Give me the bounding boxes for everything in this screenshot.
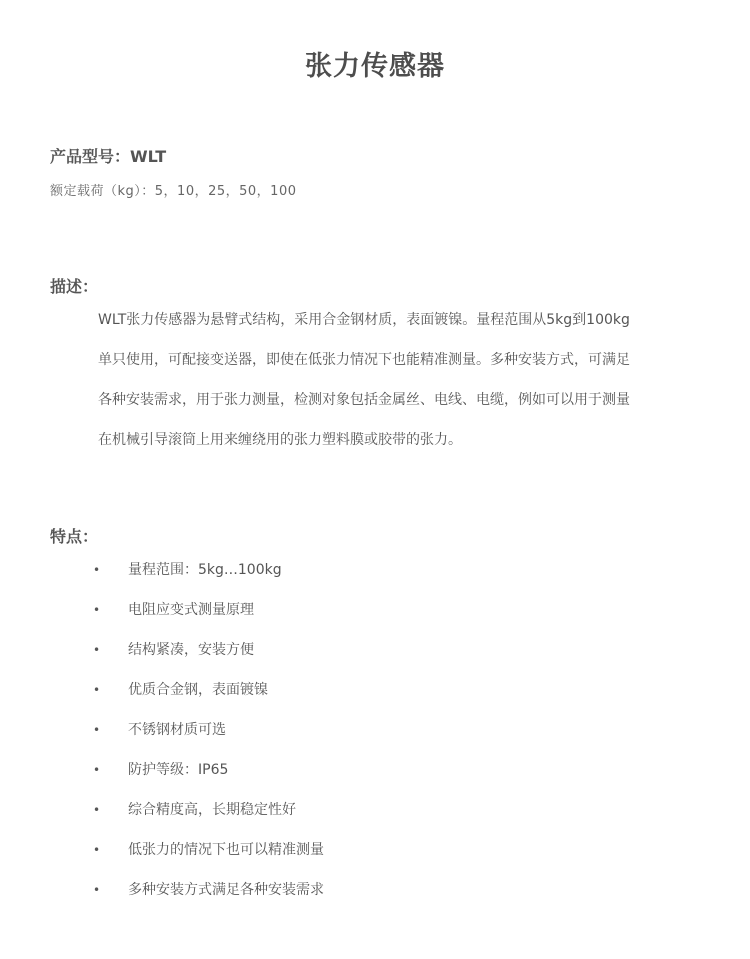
feature-text: 电阻应变式测量原理 <box>128 602 254 618</box>
bullet-icon: • <box>93 723 101 737</box>
description-line: 各种安装需求，用于张力测量，检测对象包括金属丝、电线、电缆，例如可以用于测量 <box>98 392 630 408</box>
feature-text: 综合精度高，长期稳定性好 <box>128 802 296 818</box>
description-line: WLT张力传感器为悬臂式结构，采用合金钢材质，表面镀镍。量程范围从5kg到100kg <box>98 312 630 328</box>
feature-item <box>90 710 690 750</box>
description-heading: 描述： <box>50 277 99 296</box>
feature-item <box>90 790 690 830</box>
feature-item <box>90 550 690 590</box>
feature-item <box>90 870 690 910</box>
feature-text: 多种安装方式满足各种安装需求 <box>128 882 324 898</box>
feature-item <box>90 630 690 670</box>
page-title: 张力传感器 <box>305 51 445 82</box>
description-line: 在机械引导滚筒上用来缠绕用的张力塑料膜或胶带的张力。 <box>98 432 462 448</box>
feature-text: 优质合金钢，表面镀镍 <box>128 682 268 698</box>
description-body <box>98 300 658 460</box>
bullet-icon: • <box>93 883 101 897</box>
feature-text: 防护等级：IP65 <box>128 762 229 778</box>
features-heading: 特点： <box>50 527 99 546</box>
bullet-icon: • <box>93 563 101 577</box>
features-list <box>90 550 690 910</box>
bullet-icon: • <box>93 763 101 777</box>
bullet-icon: • <box>93 803 101 817</box>
product-model: 产品型号：WLT <box>50 147 167 166</box>
feature-item <box>90 670 690 710</box>
description-line: 单只使用，可配接变送器，即使在低张力情况下也能精准测量。多种安装方式，可满足 <box>98 352 630 368</box>
feature-item <box>90 830 690 870</box>
bullet-icon: • <box>93 843 101 857</box>
feature-text: 结构紧凑，安装方便 <box>128 642 254 658</box>
bullet-icon: • <box>93 603 101 617</box>
bullet-icon: • <box>93 683 101 697</box>
rated-load: 额定载荷（kg）：5，10，25，50，100 <box>50 184 297 199</box>
feature-text: 量程范围：5kg…100kg <box>128 562 282 578</box>
feature-item <box>90 750 690 790</box>
feature-text: 低张力的情况下也可以精准测量 <box>128 842 324 858</box>
bullet-icon: • <box>93 643 101 657</box>
feature-item <box>90 590 690 630</box>
feature-text: 不锈钢材质可选 <box>128 722 226 738</box>
